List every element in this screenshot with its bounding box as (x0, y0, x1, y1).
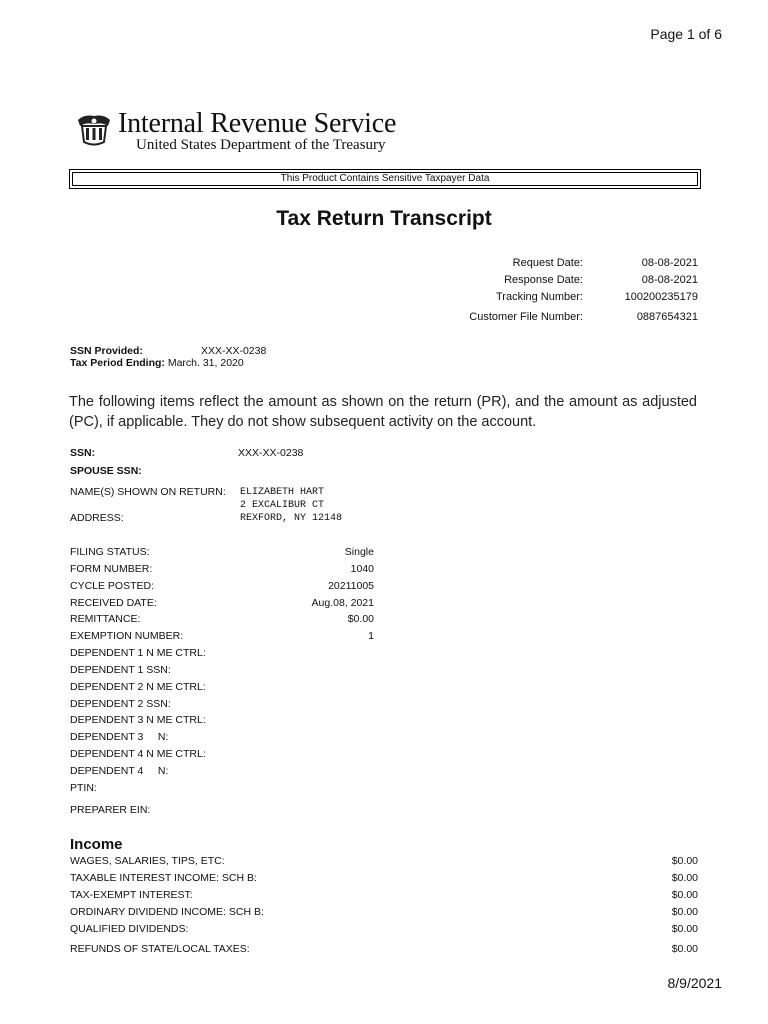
field-row (70, 630, 374, 647)
field-label: PREPARER EIN: (70, 803, 151, 816)
income-label: TAX-EXEMPT INTEREST: (70, 889, 193, 901)
field-row (70, 613, 374, 630)
field-label: PTIN: (70, 781, 97, 794)
field-row (70, 647, 374, 664)
income-section (70, 855, 698, 960)
field-label: DEPENDENT 4 N: (70, 764, 169, 777)
income-row (70, 872, 698, 889)
income-label: QUALIFIED DIVIDENDS: (70, 923, 189, 935)
name-value: ELIZABETH HART (240, 487, 325, 498)
footer-date: 8/9/2021 (667, 975, 722, 991)
tax-period-value: March. 31, 2020 (167, 357, 244, 369)
irs-logo (74, 110, 396, 153)
field-row (70, 664, 374, 681)
field-row (70, 748, 374, 765)
field-label: CYCLE POSTED: (70, 579, 155, 592)
field-label: RECEIVED DATE: (70, 596, 157, 609)
income-value: $0.00 (671, 855, 698, 867)
address-label: ADDRESS: (70, 512, 124, 524)
field-value: 1040 (350, 562, 374, 575)
field-label: EXEMPTION NUMBER: (70, 630, 184, 643)
field-label: DEPENDENT 2 N ME CTRL: (70, 680, 206, 693)
page-number: Page 1 of 6 (650, 26, 722, 42)
sensitive-data-banner (69, 169, 701, 189)
field-row (70, 563, 374, 580)
ssn-provided-block (70, 345, 266, 369)
document-title: Tax Return Transcript (276, 207, 492, 230)
names-label: NAME(S) SHOWN ON RETURN: (70, 486, 226, 498)
field-label: DEPENDENT 4 N ME CTRL: (70, 748, 206, 761)
agency-name: Internal Revenue Service (118, 108, 397, 139)
income-value: $0.00 (671, 943, 698, 955)
field-label: FILING STATUS: (70, 546, 150, 558)
income-value: $0.00 (671, 906, 698, 918)
field-label: FORM NUMBER: (70, 562, 153, 575)
income-row (70, 906, 698, 923)
field-value: 20211005 (328, 579, 374, 592)
income-heading: Income (70, 836, 123, 853)
field-row (70, 765, 374, 782)
field-value: Aug.08, 2021 (311, 596, 374, 609)
banner-text: This Product Contains Sensitive Taxpayer Data (72, 172, 698, 186)
income-row (70, 923, 698, 940)
field-row (70, 782, 374, 799)
response-date-label: Response Date: (504, 274, 583, 286)
irs-eagle-icon (74, 112, 114, 148)
tracking-number-value: 100200235179 (624, 291, 698, 303)
customer-file-number-value: 0887654321 (636, 311, 698, 323)
return-fields (70, 546, 374, 821)
tracking-number-label: Tracking Number: (495, 291, 583, 303)
field-value: Single (344, 546, 374, 558)
field-label: DEPENDENT 2 SSN: (70, 697, 171, 710)
address-line2: REXFORD, NY 12148 (240, 513, 343, 524)
income-value: $0.00 (671, 872, 698, 884)
spouse-ssn-label: SPOUSE SSN: (70, 465, 142, 477)
field-row (70, 580, 374, 597)
field-label: DEPENDENT 1 N ME CTRL: (70, 647, 206, 660)
request-date-value: 08-08-2021 (641, 257, 698, 269)
field-label: DEPENDENT 3 N ME CTRL: (70, 714, 206, 727)
income-row (70, 855, 698, 872)
address-line1: 2 EXCALIBUR CT (240, 500, 325, 511)
field-label: REMITTANCE: (70, 613, 141, 626)
income-label: ORDINARY DIVIDEND INCOME: SCH B: (70, 906, 264, 918)
field-row (70, 698, 374, 715)
field-value: $0.00 (347, 613, 374, 626)
income-label: REFUNDS OF STATE/LOCAL TAXES: (70, 943, 250, 955)
ssn-value: XXX-XX-0238 (238, 447, 304, 459)
field-row (70, 731, 374, 748)
field-row (70, 546, 374, 563)
tax-period-label: Tax Period Ending: (70, 357, 165, 369)
field-row (70, 597, 374, 614)
income-value: $0.00 (671, 923, 698, 935)
field-row (70, 804, 374, 821)
request-date-label: Request Date: (512, 257, 583, 269)
income-row (70, 943, 698, 960)
response-date-value: 08-08-2021 (641, 274, 698, 286)
field-row (70, 714, 374, 731)
customer-file-number-label: Customer File Number: (469, 311, 583, 323)
ssn-provided-label: SSN Provided: (70, 345, 143, 357)
field-row (70, 681, 374, 698)
field-label: DEPENDENT 1 SSN: (70, 663, 171, 676)
request-info (440, 257, 698, 328)
income-value: $0.00 (671, 889, 698, 901)
ssn-label: SSN: (70, 447, 96, 459)
income-label: WAGES, SALARIES, TIPS, ETC: (70, 855, 225, 867)
agency-department: United States Department of the Treasury (136, 137, 386, 153)
income-label: TAXABLE INTEREST INCOME: SCH B: (70, 872, 257, 884)
description-paragraph: The following items reflect the amount as shown on the return (PR), and the amount as adjusted (PC), if applicable. They do not show subsequent activity on the account. (69, 394, 697, 430)
income-row (70, 889, 698, 906)
ssn-provided-value: XXX-XX-0238 (200, 345, 267, 357)
field-value: 1 (368, 630, 374, 643)
field-label: DEPENDENT 3 N: (70, 731, 169, 744)
